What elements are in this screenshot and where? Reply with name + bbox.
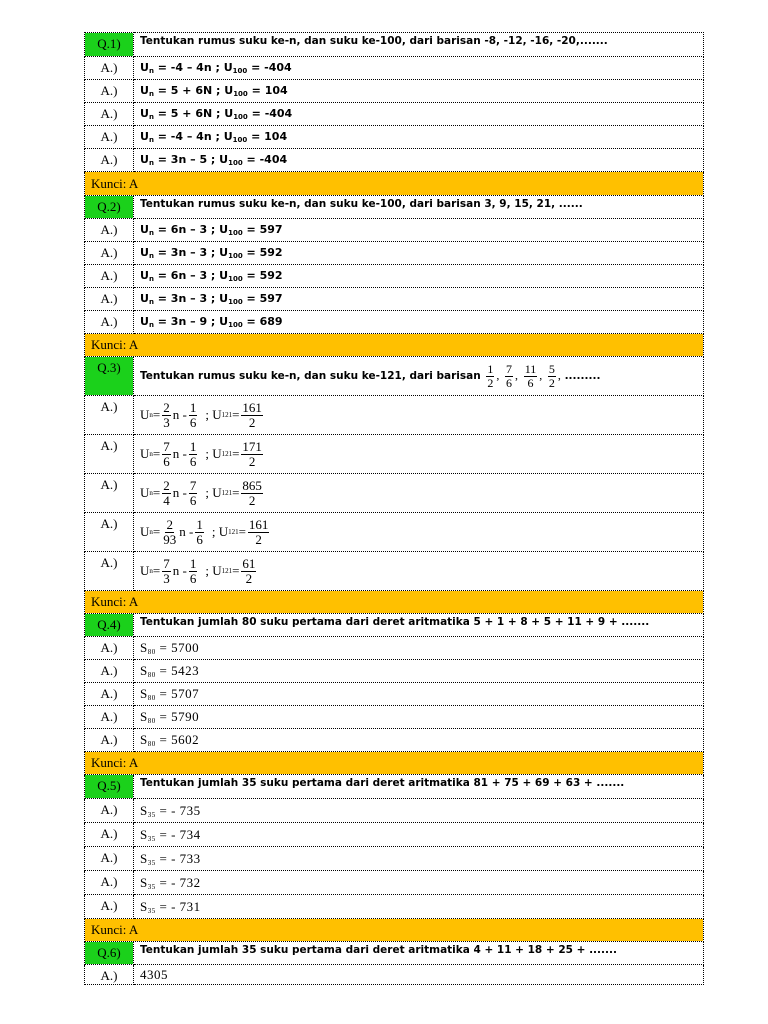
question-row: [85, 357, 704, 396]
option-label: A.): [85, 660, 134, 683]
option-row: [85, 311, 704, 334]
option-label: A.): [85, 311, 134, 334]
option-row: [85, 288, 704, 311]
question-number: Q.4): [85, 614, 134, 637]
option-label: A.): [85, 219, 134, 242]
option-label: A.): [85, 103, 134, 126]
option-row: [85, 57, 704, 80]
option-row: [85, 396, 704, 435]
option-text: $U_n = 5 + 6N$ ; $U_{100} = 104$: [134, 80, 704, 103]
option-row: [85, 706, 704, 729]
option-row: [85, 729, 704, 752]
option-row: [85, 126, 704, 149]
option-row: [85, 799, 704, 823]
option-text: $S_{80} = 5707$: [134, 683, 704, 706]
option-label: A.): [85, 965, 134, 985]
option-row: [85, 80, 704, 103]
option-text: $U_n = -4 - 4n$ ; $U_{100} = -404$: [134, 57, 704, 80]
option-formula: U n = $\frac{2}{93}$ n - $\frac{1}{6}$ ; U 121 = $\frac{161}{2}$: [134, 513, 704, 552]
option-text: $U_n = 3n - 5$ ; $U_{100} = -404$: [134, 149, 704, 172]
option-text: $U_n = 3n - 9$ ; $U_{100} = 689$: [134, 311, 704, 334]
option-formula: U n = $\frac{7}{6}$ n - $\frac{1}{6}$ ; U 121 = $\frac{171}{2}$: [134, 435, 704, 474]
answer-key-row: [85, 919, 704, 942]
option-formula: U n = $\frac{2}{4}$ n - $\frac{7}{6}$ ; U 121 = $\frac{865}{2}$: [134, 474, 704, 513]
question-row: [85, 942, 704, 965]
option-label: A.): [85, 474, 134, 513]
answer-key-row: [85, 591, 704, 614]
option-text: $U_n = 5 + 6N$ ; $U_{100} = -404$: [134, 103, 704, 126]
option-label: A.): [85, 895, 134, 919]
option-label: A.): [85, 729, 134, 752]
option-row: [85, 847, 704, 871]
sequence-term: $\frac{7}{6}$ ,: [506, 361, 519, 390]
option-row: [85, 637, 704, 660]
option-label: A.): [85, 435, 134, 474]
option-text: $U_n = -4 - 4n$ ; $U_{100} = 104$: [134, 126, 704, 149]
option-row: [85, 552, 704, 591]
question-text: Tentukan rumus suku ke-n, dan suku ke-121, dari barisan $\frac{1}{2}$ , $\frac{7}{6}$ , $\frac{11}{6}$ , $\frac{5}{2}$ , .........: [134, 357, 704, 396]
option-text: $S_{35}$ = - 735: [134, 799, 704, 823]
question-text: Tentukan jumlah 35 suku pertama dari deret aritmatika 81 + 75 + 69 + 63 + .......: [134, 775, 704, 799]
option-text: $S_{35}$ = - 734: [134, 823, 704, 847]
option-label: A.): [85, 799, 134, 823]
answer-key-row: [85, 752, 704, 775]
question-row: [85, 33, 704, 57]
option-label: A.): [85, 57, 134, 80]
option-label: A.): [85, 126, 134, 149]
option-text: $S_{80} = 5602$: [134, 729, 704, 752]
option-row: [85, 965, 704, 985]
option-label: A.): [85, 149, 134, 172]
option-row: [85, 265, 704, 288]
option-formula: U n = $\frac{2}{3}$ n - $\frac{1}{6}$ ; U 121 = $\frac{161}{2}$: [134, 396, 704, 435]
question-text: Tentukan rumus suku ke-n, dan suku ke-100, dari barisan 3, 9, 15, 21, ......: [134, 196, 704, 219]
option-label: A.): [85, 637, 134, 660]
option-label: A.): [85, 847, 134, 871]
option-row: [85, 474, 704, 513]
question-text: Tentukan rumus suku ke-n, dan suku ke-100, dari barisan -8, -12, -16, -20,.......: [134, 33, 704, 57]
option-text: $S_{35}$ = - 732: [134, 871, 704, 895]
question-number: Q.5): [85, 775, 134, 799]
option-label: A.): [85, 683, 134, 706]
option-formula: U n = $\frac{7}{3}$ n - $\frac{1}{6}$ ; U 121 = $\frac{61}{2}$: [134, 552, 704, 591]
question-row: [85, 775, 704, 799]
option-text: 4305: [134, 965, 704, 985]
sequence-term: $\frac{1}{2}$ ,: [487, 361, 500, 390]
option-text: $S_{80} = 5423$: [134, 660, 704, 683]
quiz-table: [84, 32, 704, 985]
sequence-term: $\frac{5}{2}$ ,: [548, 361, 561, 390]
option-text: $U_n = 6n - 3$ ; $U_{100} = 597$: [134, 219, 704, 242]
question-number: Q.3): [85, 357, 134, 396]
question-row: [85, 614, 704, 637]
option-label: A.): [85, 706, 134, 729]
option-row: [85, 149, 704, 172]
option-row: [85, 242, 704, 265]
option-row: [85, 103, 704, 126]
option-text: $U_n = 6n - 3$ ; $U_{100} = 592$: [134, 265, 704, 288]
question-row: [85, 196, 704, 219]
option-text: $S_{35}$ = - 731: [134, 895, 704, 919]
option-text: $S_{80} = 5790$: [134, 706, 704, 729]
option-text: $S_{80} = 5700$: [134, 637, 704, 660]
option-label: A.): [85, 823, 134, 847]
answer-key-row: [85, 334, 704, 357]
answer-key: Kunci: A: [85, 752, 704, 775]
option-row: [85, 871, 704, 895]
option-row: [85, 660, 704, 683]
option-text: $S_{35}$ = - 733: [134, 847, 704, 871]
question-number: Q.2): [85, 196, 134, 219]
option-label: A.): [85, 242, 134, 265]
option-text: $U_n = 3n - 3$ ; $U_{100} = 592$: [134, 242, 704, 265]
option-row: [85, 435, 704, 474]
option-label: A.): [85, 265, 134, 288]
option-label: A.): [85, 871, 134, 895]
question-number: Q.1): [85, 33, 134, 57]
option-row: [85, 683, 704, 706]
question-number: Q.6): [85, 942, 134, 965]
option-row: [85, 513, 704, 552]
option-row: [85, 895, 704, 919]
option-row: [85, 219, 704, 242]
answer-key-row: [85, 172, 704, 196]
answer-key: Kunci: A: [85, 172, 704, 196]
answer-key: Kunci: A: [85, 334, 704, 357]
question-text: Tentukan jumlah 35 suku pertama dari deret aritmatika 4 + 11 + 18 + 25 + .......: [134, 942, 704, 965]
option-row: [85, 823, 704, 847]
answer-key: Kunci: A: [85, 919, 704, 942]
option-label: A.): [85, 288, 134, 311]
option-text: $U_n = 3n - 3$ ; $U_{100} = 597$: [134, 288, 704, 311]
option-label: A.): [85, 552, 134, 591]
answer-key: Kunci: A: [85, 591, 704, 614]
option-label: A.): [85, 513, 134, 552]
sequence-term: $\frac{11}{6}$ ,: [524, 361, 543, 390]
question-text: Tentukan jumlah 80 suku pertama dari deret aritmatika 5 + 1 + 8 + 5 + 11 + 9 + .......: [134, 614, 704, 637]
option-label: A.): [85, 80, 134, 103]
option-label: A.): [85, 396, 134, 435]
